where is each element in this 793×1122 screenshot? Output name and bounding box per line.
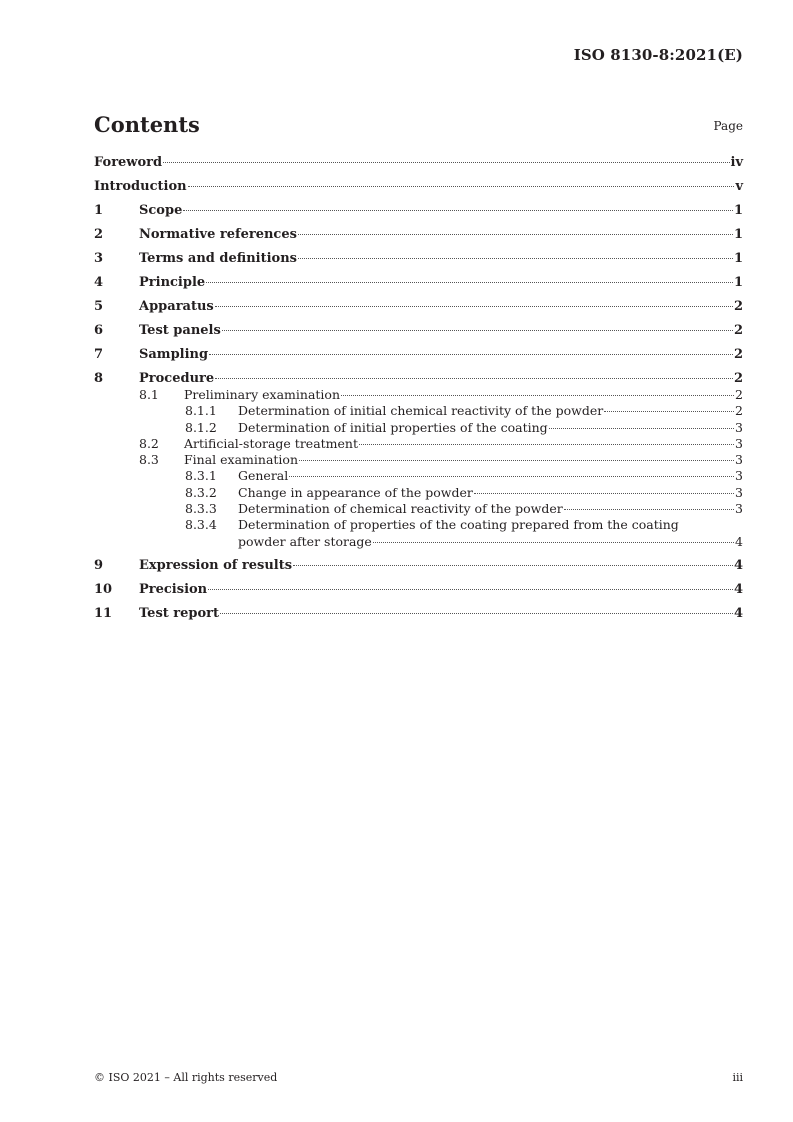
- toc-entry-title: Foreword: [94, 155, 163, 170]
- toc-entry-title: Scope: [139, 203, 183, 218]
- toc-entry-title: Sampling: [139, 347, 209, 362]
- toc-entry-6[interactable]: [94, 323, 743, 339]
- toc-entry-page: 1: [733, 275, 743, 290]
- toc-entry-title: Procedure: [139, 371, 215, 386]
- toc-entry-8[interactable]: [94, 371, 743, 387]
- toc-entry-title-continuation-row: [238, 534, 743, 550]
- toc-entry-7[interactable]: [94, 347, 743, 363]
- page-number: iii: [732, 1071, 743, 1084]
- toc-entry-title: Change in appearance of the powder: [238, 484, 473, 500]
- toc-entry-title: Determination of chemical reactivity of the powder: [238, 501, 563, 517]
- toc-entry-page: 4: [733, 581, 743, 597]
- toc-entry-number: 9: [94, 557, 104, 573]
- toc-entry-9[interactable]: [94, 558, 743, 574]
- toc-entry-title: General: [238, 468, 289, 484]
- toc-entry-title: Apparatus: [139, 299, 214, 314]
- toc-entry-title: Precision: [139, 581, 208, 597]
- dot-leader: [163, 162, 729, 163]
- toc-entry-page: 1: [733, 251, 743, 266]
- dot-leader: [183, 210, 733, 211]
- dot-leader: [549, 428, 734, 429]
- dot-leader: [298, 234, 733, 235]
- dot-leader: [289, 476, 734, 477]
- toc-entry-number: 8: [94, 371, 104, 386]
- toc-entry-11[interactable]: [94, 606, 743, 622]
- toc-entry-8-1-1[interactable]: [94, 403, 743, 419]
- toc-entry-title: Introduction: [94, 179, 187, 194]
- toc-entry-page: 1: [733, 227, 743, 242]
- toc-entry-title: Principle: [139, 275, 206, 290]
- toc-entry-number: 4: [94, 275, 104, 290]
- dot-leader: [299, 460, 734, 461]
- toc-entry-page: 3: [735, 452, 743, 468]
- toc-entry-5[interactable]: [94, 299, 743, 315]
- toc-entry-page: 2: [733, 299, 743, 314]
- dot-leader: [293, 565, 733, 566]
- toc-entry-8-2[interactable]: [94, 436, 743, 452]
- dot-leader: [359, 444, 734, 445]
- dot-leader: [298, 258, 733, 259]
- toc-entry-page: 3: [735, 419, 743, 435]
- toc-entry-title: Final examination: [184, 452, 298, 468]
- dot-leader: [206, 282, 733, 283]
- toc-entry-title: Expression of results: [139, 557, 293, 573]
- toc-entry-number: 8.3: [139, 452, 159, 468]
- toc-entry-number: 8.3.1: [185, 468, 217, 484]
- dot-leader: [564, 509, 734, 510]
- dot-leader: [341, 395, 734, 396]
- toc-entry-title: Determination of properties of the coating prepared from the coating: [238, 517, 679, 533]
- toc-entry-number: 7: [94, 347, 104, 362]
- toc-entry-foreword[interactable]: [94, 155, 743, 171]
- toc-entry-number: 8.3.4: [185, 517, 217, 533]
- toc-entry-title: Artificial-storage treatment: [184, 435, 358, 451]
- toc-entry-page: 2: [735, 403, 743, 419]
- document-reference: ISO 8130-8:2021(E): [573, 46, 743, 64]
- toc-entry-10[interactable]: [94, 582, 743, 598]
- dot-leader: [215, 378, 733, 379]
- toc-entry-page: iv: [730, 155, 743, 170]
- toc-entry-8-3-4[interactable]: [94, 517, 743, 550]
- toc-heading: Contents: [94, 112, 200, 137]
- copyright-notice: © ISO 2021 – All rights reserved: [94, 1071, 278, 1084]
- toc-entry-page: 2: [733, 347, 743, 362]
- toc-entry-number: 2: [94, 227, 104, 242]
- toc-entry-page: v: [735, 179, 743, 194]
- toc-entry-8-3[interactable]: [94, 452, 743, 468]
- toc-entry-number: 3: [94, 251, 104, 266]
- toc-entry-title-block: [238, 517, 743, 550]
- toc-entry-8-3-3[interactable]: [94, 501, 743, 517]
- dot-leader: [373, 542, 734, 543]
- toc-entry-number: 10: [94, 581, 113, 597]
- toc-entry-8-3-2[interactable]: [94, 485, 743, 501]
- toc-entry-2[interactable]: [94, 227, 743, 243]
- toc-entry-4[interactable]: [94, 275, 743, 291]
- toc-entry-title: Preliminary examination: [184, 387, 340, 402]
- page-column-label: Page: [713, 119, 743, 133]
- toc-entry-number: 6: [94, 323, 104, 338]
- dot-leader: [474, 493, 734, 494]
- toc-entry-1[interactable]: [94, 203, 743, 219]
- toc-entry-3[interactable]: [94, 251, 743, 267]
- toc-entry-page: 3: [735, 484, 743, 500]
- dot-leader: [188, 186, 735, 187]
- toc-entry-number: 1: [94, 203, 104, 218]
- toc-entry-number: 8.3.2: [185, 484, 217, 500]
- toc-entry-number: 8.3.3: [185, 501, 217, 517]
- toc-entry-number: 11: [94, 605, 113, 621]
- toc-entry-8-1[interactable]: [94, 387, 743, 403]
- toc-entry-number: 8.2: [139, 435, 159, 451]
- toc-entry-number: 5: [94, 299, 104, 314]
- toc-entry-title: Determination of initial chemical reactivity of the powder: [238, 403, 604, 419]
- toc-entry-number: 8.1: [139, 387, 159, 402]
- toc-entry-title: Determination of initial properties of the coating: [238, 419, 548, 435]
- toc-entry-page: 2: [733, 323, 743, 338]
- toc-entry-page: 1: [733, 203, 743, 218]
- dot-leader: [604, 411, 734, 412]
- dot-leader: [209, 354, 733, 355]
- toc-entry-number: 8.1.1: [185, 403, 217, 419]
- dot-leader: [220, 613, 733, 614]
- toc-entry-introduction[interactable]: [94, 179, 743, 195]
- toc-entry-page: 4: [735, 533, 743, 549]
- toc-entry-title: Normative references: [139, 227, 297, 242]
- toc-entry-title-continuation: powder after storage: [238, 533, 372, 549]
- dot-leader: [215, 306, 733, 307]
- toc-entry-page: 2: [735, 387, 743, 402]
- toc-entry-8-3-1[interactable]: [94, 468, 743, 484]
- dot-leader: [208, 589, 733, 590]
- toc-entry-title: Test report: [139, 605, 220, 621]
- toc-entry-number: 8.1.2: [185, 419, 217, 435]
- toc-entry-title: Test panels: [139, 323, 221, 338]
- toc-entry-page: 4: [733, 557, 743, 573]
- toc-entry-page: 3: [735, 468, 743, 484]
- toc-entry-page: 3: [735, 501, 743, 517]
- toc-entry-8-1-2[interactable]: [94, 420, 743, 436]
- toc-entry-page: 4: [733, 605, 743, 621]
- table-of-contents: [94, 155, 743, 622]
- toc-entry-page: 2: [733, 371, 743, 386]
- dot-leader: [222, 330, 733, 331]
- toc-entry-title: Terms and definitions: [139, 251, 297, 266]
- toc-entry-page: 3: [735, 435, 743, 451]
